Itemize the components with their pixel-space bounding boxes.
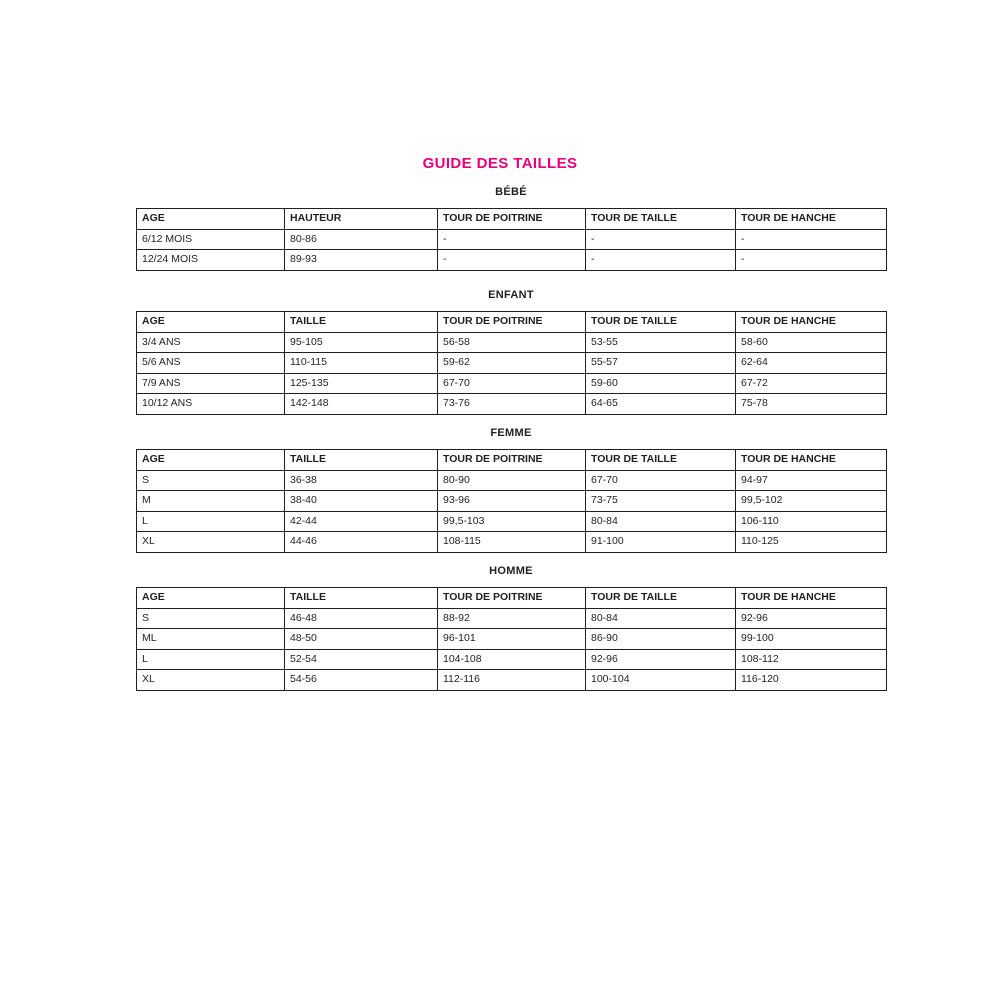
cell: - <box>438 229 586 250</box>
cell: 108-115 <box>438 532 586 553</box>
cell: 110-125 <box>736 532 887 553</box>
column-header: HAUTEUR <box>285 209 438 230</box>
cell: S <box>137 608 285 629</box>
cell: 36-38 <box>285 470 438 491</box>
column-header: TOUR DE POITRINE <box>438 312 586 333</box>
cell: 59-60 <box>586 373 736 394</box>
cell: 53-55 <box>586 332 736 353</box>
column-header: TOUR DE HANCHE <box>736 450 887 471</box>
table-row <box>137 491 887 512</box>
table-row <box>137 470 887 491</box>
column-header: TOUR DE TAILLE <box>586 450 736 471</box>
column-header: TAILLE <box>285 588 438 609</box>
column-header: AGE <box>137 450 285 471</box>
table-header-row <box>137 588 887 609</box>
cell: 3/4 ANS <box>137 332 285 353</box>
cell: 64-65 <box>586 394 736 415</box>
cell: 99-100 <box>736 629 887 650</box>
section-homme <box>136 565 886 691</box>
column-header: TOUR DE HANCHE <box>736 312 887 333</box>
cell: 112-116 <box>438 670 586 691</box>
cell: 6/12 MOIS <box>137 229 285 250</box>
page-title: GUIDE DES TAILLES <box>422 155 578 172</box>
cell: S <box>137 470 285 491</box>
cell: 52-54 <box>285 649 438 670</box>
cell: 91-100 <box>586 532 736 553</box>
cell: - <box>736 229 887 250</box>
section-title-femme: FEMME <box>490 427 532 439</box>
cell: 100-104 <box>586 670 736 691</box>
cell: 92-96 <box>736 608 887 629</box>
column-header: TOUR DE POITRINE <box>438 209 586 230</box>
table-row <box>137 250 887 271</box>
table-row <box>137 608 887 629</box>
table-header-row <box>137 450 887 471</box>
cell: 75-78 <box>736 394 887 415</box>
cell: - <box>438 250 586 271</box>
cell: 106-110 <box>736 511 887 532</box>
cell: 7/9 ANS <box>137 373 285 394</box>
cell: 38-40 <box>285 491 438 512</box>
cell: 12/24 MOIS <box>137 250 285 271</box>
section-title-bebe: BÉBÉ <box>495 186 527 198</box>
cell: XL <box>137 532 285 553</box>
section-femme <box>136 427 886 553</box>
cell: 95-105 <box>285 332 438 353</box>
column-header: AGE <box>137 312 285 333</box>
cell: XL <box>137 670 285 691</box>
section-title-enfant: ENFANT <box>488 289 534 301</box>
column-header: TOUR DE POITRINE <box>438 450 586 471</box>
cell: 5/6 ANS <box>137 353 285 374</box>
size-table-homme <box>136 587 887 691</box>
table-row <box>137 511 887 532</box>
table-row <box>137 629 887 650</box>
cell: 88-92 <box>438 608 586 629</box>
table-row <box>137 649 887 670</box>
column-header: AGE <box>137 209 285 230</box>
cell: ML <box>137 629 285 650</box>
cell: L <box>137 649 285 670</box>
cell: 59-62 <box>438 353 586 374</box>
cell: - <box>586 250 736 271</box>
cell: M <box>137 491 285 512</box>
table-header-row <box>137 312 887 333</box>
table-row <box>137 332 887 353</box>
table-row <box>137 670 887 691</box>
table-row <box>137 229 887 250</box>
cell: 44-46 <box>285 532 438 553</box>
cell: 108-112 <box>736 649 887 670</box>
cell: 96-101 <box>438 629 586 650</box>
cell: 116-120 <box>736 670 887 691</box>
cell: 92-96 <box>586 649 736 670</box>
cell: 80-90 <box>438 470 586 491</box>
cell: - <box>586 229 736 250</box>
cell: 56-58 <box>438 332 586 353</box>
cell: 110-115 <box>285 353 438 374</box>
cell: 46-48 <box>285 608 438 629</box>
cell: 55-57 <box>586 353 736 374</box>
cell: 89-93 <box>285 250 438 271</box>
section-title-homme: HOMME <box>489 565 533 577</box>
table-row <box>137 353 887 374</box>
cell: 80-86 <box>285 229 438 250</box>
cell: 80-84 <box>586 608 736 629</box>
table-header-row <box>137 209 887 230</box>
cell: 48-50 <box>285 629 438 650</box>
column-header: TOUR DE POITRINE <box>438 588 586 609</box>
cell: 93-96 <box>438 491 586 512</box>
column-header: TOUR DE TAILLE <box>586 588 736 609</box>
column-header: TOUR DE TAILLE <box>586 312 736 333</box>
cell: 10/12 ANS <box>137 394 285 415</box>
section-enfant <box>136 289 886 415</box>
section-bebe <box>136 186 886 271</box>
size-table-bebe <box>136 208 887 271</box>
cell: 104-108 <box>438 649 586 670</box>
cell: 73-75 <box>586 491 736 512</box>
column-header: TAILLE <box>285 450 438 471</box>
cell: 94-97 <box>736 470 887 491</box>
cell: 142-148 <box>285 394 438 415</box>
table-row <box>137 394 887 415</box>
cell: 99,5-102 <box>736 491 887 512</box>
cell: 58-60 <box>736 332 887 353</box>
column-header: AGE <box>137 588 285 609</box>
size-table-enfant <box>136 311 887 415</box>
cell: 80-84 <box>586 511 736 532</box>
cell: 99,5-103 <box>438 511 586 532</box>
table-row <box>137 532 887 553</box>
column-header: TOUR DE HANCHE <box>736 588 887 609</box>
column-header: TAILLE <box>285 312 438 333</box>
cell: 67-72 <box>736 373 887 394</box>
cell: L <box>137 511 285 532</box>
size-table-femme <box>136 449 887 553</box>
cell: 42-44 <box>285 511 438 532</box>
cell: 67-70 <box>586 470 736 491</box>
cell: 67-70 <box>438 373 586 394</box>
cell: 125-135 <box>285 373 438 394</box>
cell: 73-76 <box>438 394 586 415</box>
cell: 54-56 <box>285 670 438 691</box>
table-row <box>137 373 887 394</box>
cell: 62-64 <box>736 353 887 374</box>
cell: - <box>736 250 887 271</box>
cell: 86-90 <box>586 629 736 650</box>
column-header: TOUR DE TAILLE <box>586 209 736 230</box>
column-header: TOUR DE HANCHE <box>736 209 887 230</box>
